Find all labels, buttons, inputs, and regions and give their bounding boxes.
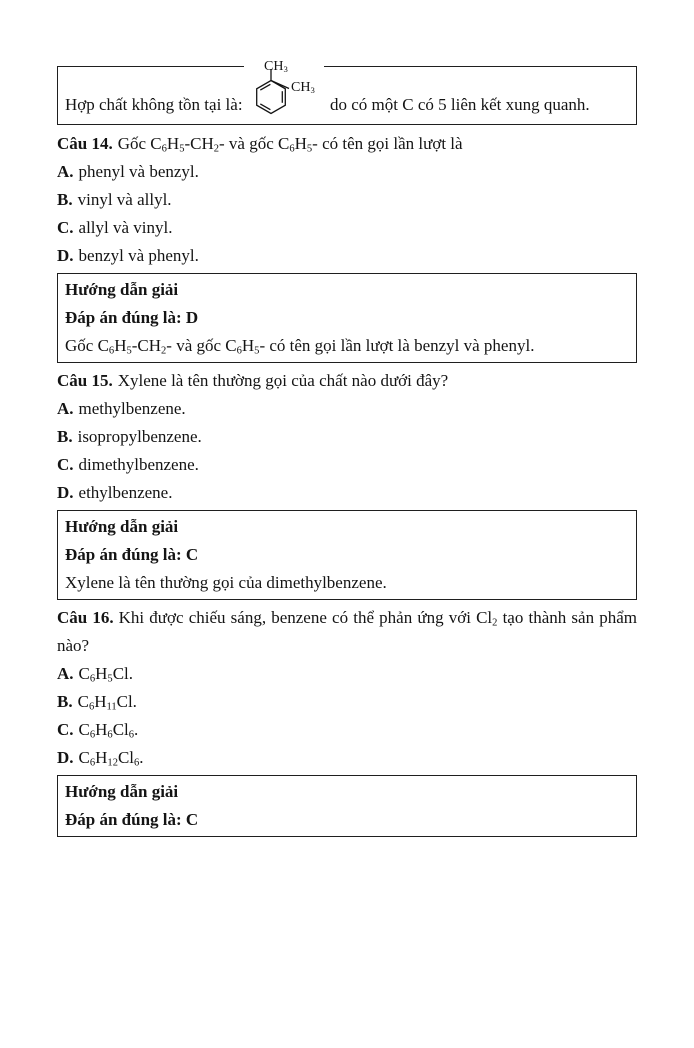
option-a	[57, 660, 637, 688]
solution-box-15	[57, 510, 637, 600]
solution-answer: Đáp án đúng là: D	[65, 308, 199, 327]
option-a	[57, 158, 637, 186]
option-b	[57, 423, 637, 451]
option-a	[57, 395, 637, 423]
option-c	[57, 214, 637, 242]
note-text-before: Hợp chất không tồn tại là:	[65, 95, 243, 114]
option-d	[57, 479, 637, 507]
option-letter: C.	[57, 218, 74, 237]
option-text: dimethylbenzene.	[78, 455, 199, 474]
option-d	[57, 242, 637, 270]
question-number: Câu 14.	[57, 134, 113, 153]
option-c	[57, 451, 637, 479]
option-b	[57, 688, 637, 716]
solution-answer: Đáp án đúng là: C	[65, 810, 199, 829]
option-text: $C_6H_6Cl_6$.	[78, 720, 139, 741]
option-letter: C.	[57, 720, 74, 739]
option-text: phenyl và benzyl.	[78, 162, 199, 181]
solution-box-16	[57, 775, 637, 837]
solution-heading: Hướng dẫn giải	[65, 517, 179, 536]
solution-heading: Hướng dẫn giải	[65, 280, 179, 299]
document-page	[57, 59, 637, 837]
option-text: vinyl và allyl.	[77, 190, 172, 209]
solution-box-14	[57, 273, 637, 363]
question-block-16	[57, 604, 637, 837]
option-letter: D.	[57, 483, 74, 502]
option-b	[57, 186, 637, 214]
option-letter: A.	[57, 162, 74, 181]
methyl-group-right-label: $CH_3$	[291, 80, 315, 95]
option-letter: B.	[57, 692, 73, 711]
question-block-15	[57, 367, 637, 600]
option-text: allyl và vinyl.	[78, 218, 173, 237]
note-box	[57, 59, 637, 125]
question-body: Gốc $C_6H_5-CH_2-$ và gốc $C_6H_5-$ có tên gọi lần lượt là	[117, 134, 463, 155]
solution-explanation: Xylene là tên thường gọi của dimethylbenzene.	[65, 573, 387, 592]
option-letter: B.	[57, 427, 73, 446]
question-text	[57, 604, 637, 660]
option-letter: B.	[57, 190, 73, 209]
solution-explanation: Gốc $C_6H_5-CH_2-$ và gốc $C_6H_5-$ có tên gọi lần lượt là benzyl và phenyl.	[65, 336, 535, 357]
option-letter: C.	[57, 455, 74, 474]
option-text: $C_6H_5Cl$.	[78, 664, 133, 685]
bond-to-right-methyl	[271, 81, 289, 89]
option-letter: A.	[57, 399, 74, 418]
question-text	[57, 130, 637, 158]
option-text: $C_6H_{11}Cl$.	[77, 692, 137, 713]
option-d	[57, 744, 637, 772]
solution-answer: Đáp án đúng là: C	[65, 545, 199, 564]
benzene-structure-diagram	[244, 60, 324, 120]
question-body: Khi được chiếu sáng, benzene có thể phản ứng với $Cl_2$ tạo thành sản phẩm nào?	[57, 608, 637, 655]
question-text	[57, 367, 637, 395]
note-text-after: do có một C có 5 liên kết xung quanh.	[330, 95, 590, 114]
question-body: Xylene là tên thường gọi của chất nào dưới đây?	[117, 371, 449, 390]
question-block-14	[57, 130, 637, 363]
option-letter: A.	[57, 664, 74, 683]
option-letter: D.	[57, 748, 74, 767]
option-text: benzyl và phenyl.	[78, 246, 199, 265]
option-text: ethylbenzene.	[78, 483, 173, 502]
solution-heading: Hướng dẫn giải	[65, 782, 179, 801]
option-text: isopropylbenzene.	[77, 427, 202, 446]
option-text: $C_6H_{12}Cl_6$.	[78, 748, 144, 769]
option-letter: D.	[57, 246, 74, 265]
option-c	[57, 716, 637, 744]
option-text: methylbenzene.	[78, 399, 186, 418]
question-number: Câu 16.	[57, 608, 114, 627]
methyl-group-top-label: $CH_3$	[264, 59, 288, 74]
question-number: Câu 15.	[57, 371, 113, 390]
